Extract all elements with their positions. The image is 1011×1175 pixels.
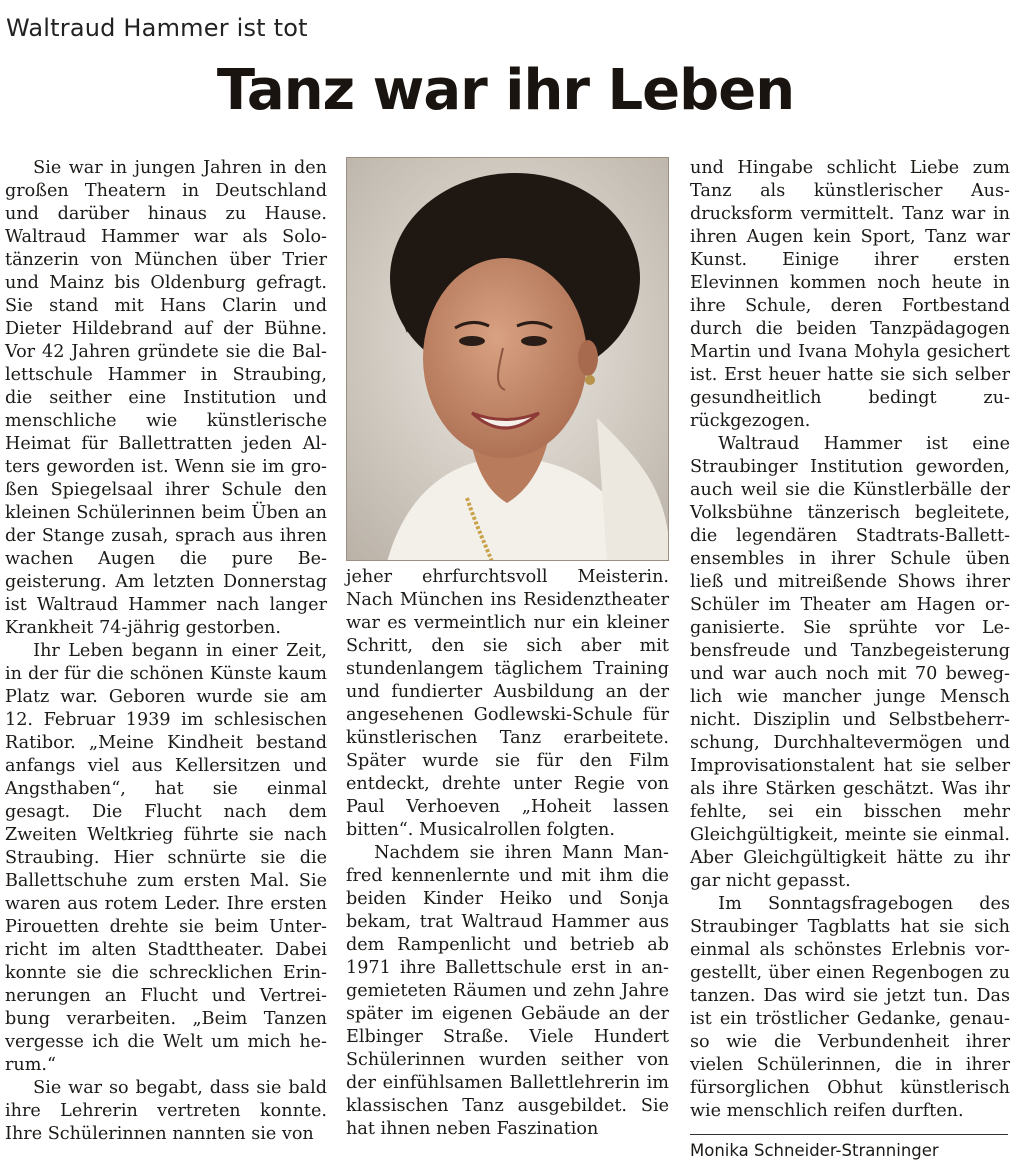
- portrait-photo: [346, 157, 669, 561]
- headline: Tanz war ihr Leben: [216, 58, 795, 123]
- article-column-1: [5, 157, 327, 1167]
- paragraph: Im Sonntagsfragebogen des Straubinger Tagblatts hat sie sich einmal als schönstes Erlebnis vorgestellt, über einen Regenbogen zu tanzen. Das wird sie jetzt tun. Das ist ein tröstlicher Gedanke, genauso wie die Verbundenheit ihrer vielen Schülerinnen, die in ihrer fürsorglichen Obhut künstlerisch wie menschlich reifen durften.: [690, 894, 1010, 1121]
- paragraph: Nachdem sie ihren Mann Manfred kennenlernte und mit ihm die beiden Kinder Heiko und Sonja bekam, trat Waltraud Hammer aus dem Rampenlicht und betrieb ab 1971 ihre Ballettschule erst in angemieteten Räumen und zehn Jahre später im eigenen Gebäude an der Elbinger Straße. Viele Hundert Schülerinnen wurden seither von der einfühlsamen Ballettlehrerin im klassischen Tanz ausgebildet. Sie hat ihnen neben Faszination: [346, 843, 669, 1139]
- paragraph: Sie war so begabt, dass sie bald ihre Lehrerin vertreten konnte. Ihre Schülerinnen nannten sie von: [5, 1078, 327, 1144]
- paragraph: Waltraud Hammer ist eine Straubinger Institution geworden, auch weil sie die Künstlerbälle der Volksbühne tänzerisch begleitete, die legendären Stadtrats-Ballettensembles in ihrer Schule üben ließ und mitreißende Shows ihrer Schüler im Theater am Hagen organisierte. Sie sprühte vor Lebensfreude und Tanzbegeisterung und war auch noch mit 70 beweglich wie mancher junge Mensch nicht. Disziplin und Selbstbeherrschung, Durchhaltevermögen und Improvisationstalent hat sie selber als ihre Stärken geschätzt. Was ihr fehlte, sei ein bisschen mehr Gleichgültigkeit, meinte sie einmal. Aber Gleichgültigkeit hätte zu ihr gar nicht gepasst.: [690, 434, 1010, 891]
- paragraph: und Hingabe schlicht Liebe zum Tanz als künstlerischer Ausdrucksform vermittelt. Tanz war in ihren Augen kein Sport, Tanz war Kunst. Einige ihrer ersten Elevinnen kommen noch heute in ihre Schule, deren Fortbestand durch die beiden Tanzpädagogen Martin und Ivana Mohyla gesichert ist. Erst heuer hatte sie sich selber gesundheitlich bedingt zurückgezogen.: [690, 158, 1010, 431]
- paragraph: Sie war in jungen Jahren in den großen Theatern in Deutschland und darüber hinaus zu Hause. Waltraud Hammer war als Solotänzerin von München über Trier und Mainz bis Oldenburg gefragt. Sie stand mit Hans Clarin und Dieter Hildebrand auf der Bühne. Vor 42 Jahren gründete sie die Ballettschule Hammer in Straubing, die seither eine Institution und menschliche wie künstlerische Heimat für Ballettratten jeden Alters geworden ist. Wenn sie im großen Spiegelsaal ihrer Schule den kleinen Schülerinnen beim Üben an der Stange zusah, sprach aus ihren wachen Augen die pure Begeisterung. Am letzten Donnerstag ist Waltraud Hammer nach langer Krankheit 74-jährig gestorben.: [5, 158, 327, 638]
- paragraph: Ihr Leben begann in einer Zeit, in der für die schönen Künste kaum Platz war. Geboren wurde sie am 12. Februar 1939 im schlesischen Ratibor. „Meine Kindheit bestand anfangs viel aus Kellersitzen und Angsthaben“, hat sie einmal gesagt. Die Flucht nach dem Zweiten Weltkrieg führte sie nach Straubing. Hier schnürte sie die Ballettschuhe zum ersten Mal. Sie waren aus rotem Leder. Ihre ersten Pirouetten drehte sie beim Unterricht im alten Stadttheater. Dabei konnte sie die schrecklichen Erinnerungen an Flucht und Vertreibung verarbeiten. „Beim Tanzen vergesse ich die Welt um mich herum.“: [5, 641, 327, 1075]
- kicker: Waltraud Hammer ist tot: [6, 14, 308, 42]
- article-column-2: [346, 566, 669, 1166]
- article-column-3: [690, 157, 1010, 1121]
- byline: Monika Schneider-Stranninger: [690, 1141, 939, 1160]
- paragraph: jeher ehrfurchtsvoll Meisterin. Nach München ins Residenztheater war es vermeintlich nur ein kleiner Schritt, den sie sich aber mit stundenlangem täglichem Training und fundierter Ausbildung an der angesehenen Godlewski-Schule für künstlerischen Tanz erarbeitete. Später wurde sie für den Film entdeckt, drehte unter Regie von Paul Verhoeven „Hoheit lassen bitten“. Musicalrollen folgten.: [346, 567, 669, 840]
- byline-divider: [690, 1134, 1008, 1135]
- portrait-image: [347, 158, 669, 561]
